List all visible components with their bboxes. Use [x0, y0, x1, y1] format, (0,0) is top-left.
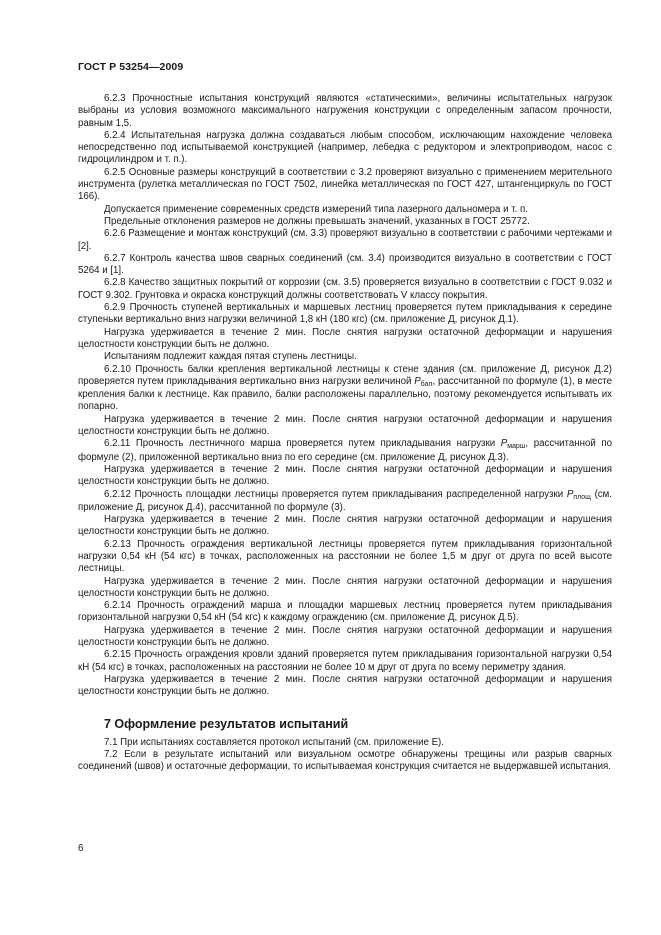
paragraph-laser: Допускается применение современных средств измерений типа лазерного дальномера и т. п. [104, 203, 528, 215]
text-segment: , рассчитанной по формуле (1), в месте крепления балки к лестнице. Как правило, балки расположены параллельно, поэтому рекомендуется испытывать их попарно. [78, 375, 612, 413]
text-segment: 6.2.12 Прочность площадки лестницы проверяется путем прикладывания распределенной нагрузки [104, 488, 567, 500]
paragraph-fifth-step: Испытаниям подлежит каждая пятая ступень лестницы. [104, 351, 357, 363]
paragraph-load-hold: Нагрузка удерживается в течение 2 мин. После снятия нагрузки остаточной деформации и нарушения целостности конструкции быть не должно. [78, 673, 612, 698]
section-7-heading: 7 Оформление результатов испытаний [104, 716, 349, 731]
document-body [78, 93, 612, 773]
paragraph-load-hold: Нагрузка удерживается в течение 2 мин. После снятия нагрузки остаточной деформации и нарушения целостности конструкции быть не должно. [78, 514, 612, 538]
symbol-p: P [500, 438, 508, 450]
paragraph-load-hold: Нагрузка удерживается в течение 2 мин. После снятия нагрузки остаточной деформации и нарушения целостности конструкции быть не должно. [78, 326, 612, 350]
paragraph-6-2-4: 6.2.4 Испытательная нагрузка должна создаваться любым способом, исключающим нахождение человека непосредственно под испытываемой конструкцией (например, лебедка с редуктором и электроприводом, насос с гидроцилиндром и т. п.). [78, 129, 612, 166]
paragraph-tolerances: Предельные отклонения размеров не должны превышать значений, указанных в ГОСТ 25772. [104, 215, 530, 227]
paragraph-6-2-6: 6.2.6 Размещение и монтаж конструкций (см. 3.3) проверяют визуально в соответствии с рабочими чертежами и [2]. [78, 228, 612, 252]
paragraph-6-2-10 [78, 364, 612, 414]
text-segment: 6.2.11 Прочность лестничного марша проверяется путем прикладывания нагрузки [104, 438, 501, 450]
text-segment: , рассчитанной по формуле (2), приложенной вертикально вниз по его середине (см. приложение Д, рисунок Д.3). [78, 438, 612, 463]
paragraph-6-2-5: 6.2.5 Основные размеры конструкций в соответствии с 3.2 проверяют визуально с применением мерительного инструмента (рулетка металлическая по ГОСТ 7502, линейка металлическая по ГОСТ 427, штангенциркуль по ГОСТ 166). [78, 166, 612, 203]
text-segment: 6.2.10 Прочность балки крепления вертикальной лестницы к стене здания (см. приложение Д, рисунок Д.2) проверяется путем прикладывания вертикально вниз нагрузки величиной [78, 363, 612, 387]
paragraph-6-2-7: 6.2.7 Контроль качества швов сварных соединений (см. 3.4) производится визуально в соответствии с ГОСТ 5264 и [1]. [78, 252, 612, 277]
paragraph-6-2-11 [78, 438, 612, 464]
paragraph-7-2: 7.2 Если в результате испытаний или визуальном осмотре обнаружены трещины или разрыв сварных соединений (швов) и остаточные деформации, то испытываемая конструкция считается не выдержавшей испытания. [78, 748, 612, 773]
symbol-p: P [414, 375, 421, 387]
paragraph-load-hold: Нагрузка удерживается в течение 2 мин. После снятия нагрузки остаточной деформации и нарушения целостности конструкции быть не должно. [78, 575, 612, 599]
symbol-subscript: площ [573, 493, 591, 501]
symbol-p: P [566, 488, 574, 500]
paragraph-6-2-12 [78, 489, 612, 515]
paragraph-6-2-13: 6.2.13 Прочность ограждения вертикальной лестницы проверяется путем прикладывания горизонтальной нагрузки 0,54 кН (54 кгс) в точках, расположенных на расстоянии не более 1,5 м друг от друга по всей высоте лестницы. [78, 538, 612, 575]
paragraph-load-hold: Нагрузка удерживается в течение 2 мин. После снятия нагрузки остаточной деформации и нарушения целостности конструкции быть не должно. [78, 413, 612, 438]
text-segment: (см. приложение Д, рисунок Д.4), рассчитанной по формуле (3). [78, 488, 612, 513]
page-number: 6 [78, 843, 84, 854]
paragraph-6-2-14: 6.2.14 Прочность ограждений марша и площадки маршевых лестниц проверяется путем прикладывания горизонтальной нагрузки 0,54 кН (54 кгс) к каждому ограждению (см. приложение Д, рисунок Д.5). [78, 600, 612, 624]
symbol-subscript: марш [507, 443, 526, 451]
document-header: ГОСТ Р 53254—2009 [78, 61, 184, 73]
paragraph-6-2-15: 6.2.15 Прочность ограждения кровли зданий проверяется путем прикладывания горизонтальной нагрузки 0,54 кН (54 кгс) в точках, расположенных на расстоянии не более 10 м друг от друга по всему периметру здания. [78, 649, 612, 673]
symbol-subscript: бал [420, 380, 433, 388]
paragraph-7-1: 7.1 При испытаниях составляется протокол испытаний (см. приложение Е). [104, 736, 444, 748]
paragraph-6-2-3: 6.2.3 Прочностные испытания конструкций являются «статическими», величины испытательных нагрузок выбраны из условия возможного максимального нагружения конструкции с определенным запасом прочности, равным 1,5. [78, 93, 612, 129]
paragraph-6-2-9: 6.2.9 Прочность ступеней вертикальных и маршевых лестниц проверяется путем прикладывания к середине ступеньки вертикально вниз нагрузки величиной 1,8 кН (180 кгс) (см. приложение Д, рисунок Д.1). [78, 302, 612, 326]
paragraph-load-hold: Нагрузка удерживается в течение 2 мин. После снятия нагрузки остаточной деформации и нарушения целостности конструкции быть не должно. [78, 624, 612, 649]
paragraph-6-2-8: 6.2.8 Качество защитных покрытий от коррозии (см. 3.5) проверяется визуально в соответствии с ГОСТ 9.032 и ГОСТ 9.302. Грунтовка и окраска конструкций должны соответствовать V классу покрытия. [78, 277, 612, 301]
paragraph-load-hold: Нагрузка удерживается в течение 2 мин. После снятия нагрузки остаточной деформации и нарушения целостности конструкции быть не должно. [78, 463, 612, 488]
